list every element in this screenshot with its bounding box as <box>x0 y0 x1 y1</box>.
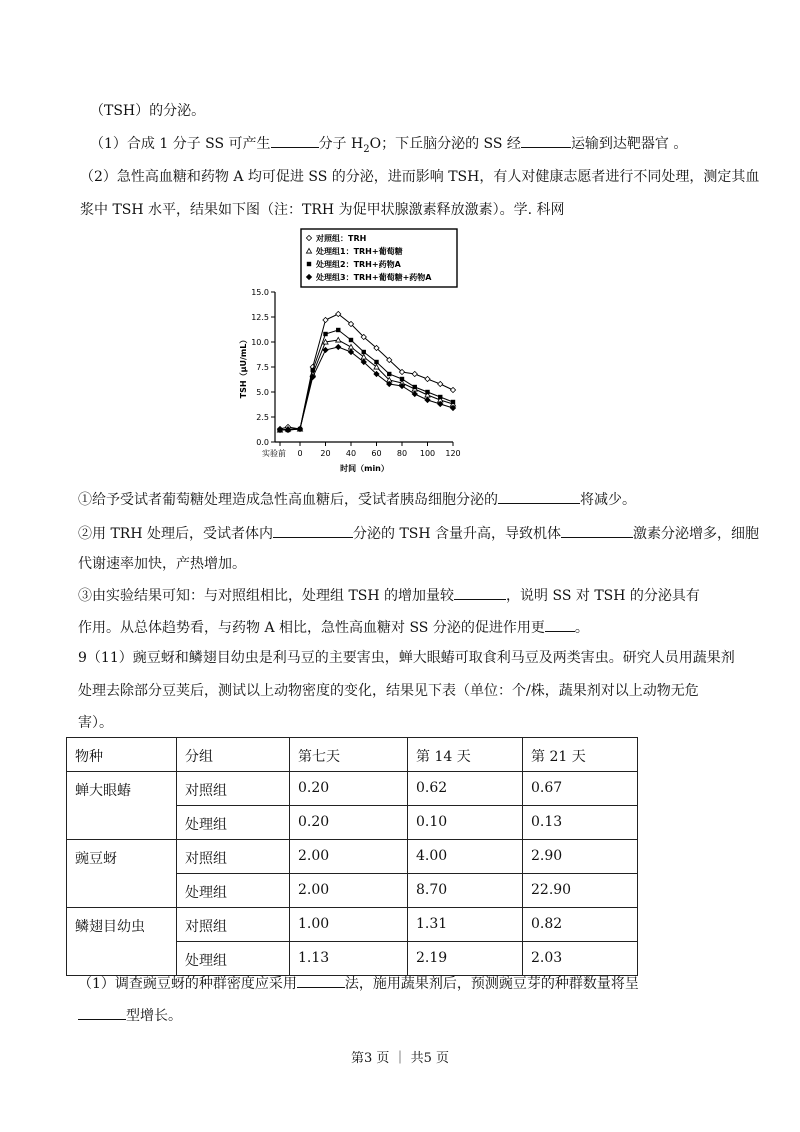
data-point <box>451 400 455 404</box>
value-cell: 0.20 <box>290 772 408 806</box>
data-point <box>450 387 455 392</box>
question-2-cont: 浆中 TSH 水平，结果如下图（注：TRH 为促甲状腺激素释放激素）。学. 科网 <box>80 202 565 218</box>
q9-blank-2[interactable] <box>78 1005 126 1020</box>
problem-9-cont: 处理去除部分豆荚后，测试以上动物密度的变化，结果见下表（单位：个/株，蔬果剂对以上动物无危 <box>78 683 699 699</box>
q1-text-d: 运输到达靶器官 。 <box>570 136 688 152</box>
value-cell: 2.19 <box>408 942 523 976</box>
s3-text-d: 。 <box>574 620 589 636</box>
x-tick-label: 100 <box>419 449 436 458</box>
sub-question-1 <box>78 489 636 510</box>
q1-subscript: 2 <box>363 143 370 155</box>
data-point <box>323 317 328 322</box>
data-point <box>311 368 315 372</box>
x-axis-label: 时间（min） <box>340 464 389 473</box>
group-cell: 处理组 <box>177 806 290 840</box>
data-point <box>307 262 311 266</box>
s2-text-b: 分泌的 TSH 含量升高，导致机体 <box>353 526 562 542</box>
table-header-row <box>67 738 638 772</box>
data-point <box>425 397 430 402</box>
data-point <box>362 350 366 354</box>
y-tick-label: 15.0 <box>251 288 269 297</box>
species-cell: 豌豆蚜 <box>67 840 177 908</box>
value-cell: 8.70 <box>408 874 523 908</box>
q9-blank-1[interactable] <box>297 973 345 988</box>
data-point <box>336 328 340 332</box>
data-point <box>400 377 404 381</box>
x-tick-label: 实验前 <box>262 449 286 458</box>
s1-text-a: ①给予受试者葡萄糖处理造成急性高血糖后，受试者胰岛细胞分泌的 <box>78 492 498 508</box>
value-cell: 2.00 <box>290 874 408 908</box>
series-line <box>280 314 453 429</box>
s2-blank-1[interactable] <box>273 523 353 538</box>
header-species: 物种 <box>67 738 177 772</box>
s3-text-b: ，说明 SS 对 TSH 的分泌具有 <box>506 588 700 604</box>
series-line <box>280 340 453 430</box>
value-cell: 0.62 <box>408 772 523 806</box>
sub-question-2 <box>78 523 759 544</box>
y-axis-label: TSH（μU/mL） <box>239 335 248 399</box>
data-point <box>412 371 417 376</box>
value-cell: 0.82 <box>523 908 638 942</box>
x-tick-label: 0 <box>297 449 303 458</box>
s2-text-c: 激素分泌增多，细胞 <box>633 526 760 542</box>
value-cell: 0.13 <box>523 806 638 840</box>
value-cell: 2.90 <box>523 840 638 874</box>
table-row <box>67 840 638 874</box>
data-point <box>425 376 430 381</box>
data-point <box>412 391 417 396</box>
q1-blank-2[interactable] <box>521 133 571 148</box>
density-table <box>66 737 638 976</box>
data-point <box>348 344 353 349</box>
species-cell: 鳞翅目幼虫 <box>67 908 177 976</box>
legend-label: 处理组2：TRH+药物A <box>316 260 401 269</box>
data-point <box>438 395 442 399</box>
header-day7: 第七天 <box>290 738 408 772</box>
legend-label: 处理组3：TRH+葡萄糖+药物A <box>316 273 432 282</box>
value-cell: 1.00 <box>290 908 408 942</box>
table-row <box>67 908 638 942</box>
value-cell: 22.90 <box>523 874 638 908</box>
value-cell: 2.03 <box>523 942 638 976</box>
table-row <box>67 772 638 806</box>
sub-question-2-cont: 代谢速率加快，产热增加。 <box>78 556 246 572</box>
s1-text-b: 将减少。 <box>580 492 636 508</box>
value-cell: 0.10 <box>408 806 523 840</box>
y-tick-label: 2.5 <box>256 413 269 422</box>
value-cell: 0.67 <box>523 772 638 806</box>
q1-text-b: 分子 H <box>318 136 364 152</box>
data-point <box>374 360 378 364</box>
q9-text-b: 法，施用蔬果剂后，预测豌豆芽的种群数量将呈 <box>344 976 639 992</box>
group-cell: 对照组 <box>177 840 290 874</box>
header-day21: 第 21 天 <box>523 738 638 772</box>
data-point <box>349 338 353 342</box>
q1-blank-1[interactable] <box>271 133 319 148</box>
x-tick-label: 40 <box>345 449 357 458</box>
s1-blank[interactable] <box>498 489 580 504</box>
group-cell: 处理组 <box>177 942 290 976</box>
header-group: 分组 <box>177 738 290 772</box>
x-tick-label: 60 <box>371 449 382 458</box>
data-point <box>413 385 417 389</box>
question-9-1 <box>78 973 639 994</box>
q1-text-a: （1）合成 1 分子 SS 可产生 <box>90 136 271 152</box>
s2-text-a: ②用 TRH 处理后，受试者体内 <box>78 526 273 542</box>
legend-label: 对照组：TRH <box>316 234 367 243</box>
problem-9-cont-2: 害）。 <box>78 715 113 731</box>
q9-text-c: 型增长。 <box>126 1008 182 1024</box>
group-cell: 处理组 <box>177 874 290 908</box>
data-point <box>387 372 391 376</box>
question-9-1-cont <box>78 1005 182 1026</box>
value-cell: 2.00 <box>290 840 408 874</box>
question-2: （2）急性高血糖和药物 A 均可促进 SS 的分泌，进而影响 TSH，有人对健康志愿者进行不同处理，测定其血 <box>80 169 760 185</box>
question-1 <box>90 133 687 160</box>
group-cell: 对照组 <box>177 772 290 806</box>
s2-blank-2[interactable] <box>561 523 633 538</box>
q1-text-c: O；下丘脑分泌的 SS 经 <box>369 136 521 152</box>
x-tick-label: 20 <box>320 449 331 458</box>
s3-blank-1[interactable] <box>454 585 506 600</box>
species-cell: 蝉大眼蝽 <box>67 772 177 840</box>
data-point <box>336 344 341 349</box>
data-point <box>323 332 327 336</box>
sub-question-3 <box>78 585 700 606</box>
y-tick-label: 0.0 <box>256 438 269 447</box>
q9-text-a: （1）调查豌豆蚜的种群密度应采用 <box>78 976 297 992</box>
y-tick-label: 10.0 <box>251 338 269 347</box>
page-footer: 第3 页 ｜ 共5 页 <box>350 1051 450 1066</box>
y-tick-label: 5.0 <box>256 388 269 397</box>
sub-question-3-cont <box>78 617 589 638</box>
problem-9: 9（11）豌豆蚜和鳞翅目幼虫是利马豆的主要害虫，蝉大眼蝽可取食利马豆及两类害虫。研究人员用蔬果剂 <box>78 650 735 666</box>
group-cell: 对照组 <box>177 908 290 942</box>
tsh-line-chart <box>235 228 485 480</box>
y-tick-label: 7.5 <box>256 363 269 372</box>
value-cell: 1.13 <box>290 942 408 976</box>
data-point <box>323 347 328 352</box>
value-cell: 4.00 <box>408 840 523 874</box>
s3-text-a: ③由实验结果可知：与对照组相比，处理组 TSH 的增加量较 <box>78 588 455 604</box>
s3-text-c: 作用。从总体趋势看，与药物 A 相比，急性高血糖对 SS 分泌的促进作用更 <box>78 620 545 636</box>
value-cell: 0.20 <box>290 806 408 840</box>
y-tick-label: 12.5 <box>251 313 269 322</box>
value-cell: 1.31 <box>408 908 523 942</box>
data-point <box>425 390 429 394</box>
legend-label: 处理组1：TRH+葡萄糖 <box>316 247 403 256</box>
x-tick-label: 120 <box>445 449 461 458</box>
data-point <box>336 337 341 342</box>
x-tick-label: 80 <box>396 449 408 458</box>
s3-blank-2[interactable] <box>545 617 575 632</box>
data-point <box>438 381 443 386</box>
header-day14: 第 14 天 <box>408 738 523 772</box>
text-line-tsh: （TSH）的分泌。 <box>90 103 206 119</box>
